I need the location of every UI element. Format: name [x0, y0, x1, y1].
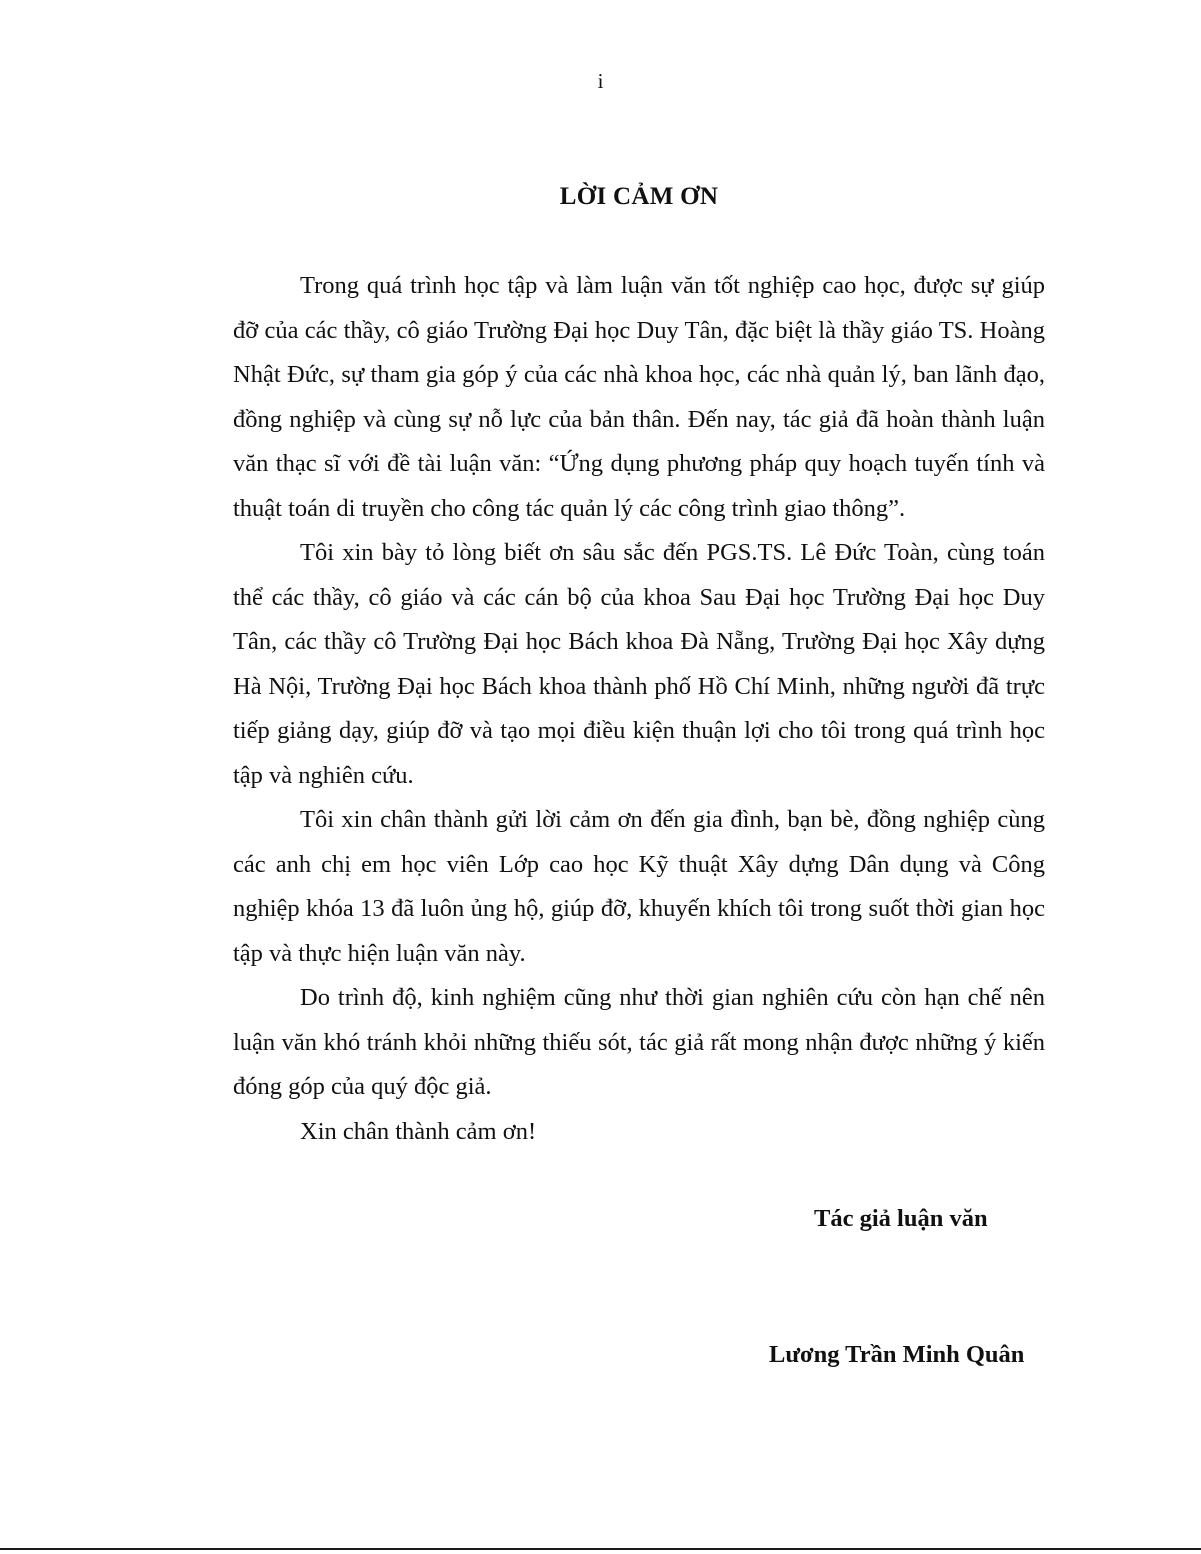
author-name: Lương Trần Minh Quân: [769, 1341, 1025, 1368]
body-text: [233, 264, 1045, 1154]
author-label: Tác giả luận văn: [814, 1205, 988, 1232]
paragraph: Xin chân thành cảm ơn!: [300, 1117, 537, 1145]
paragraph: Tôi xin bày tỏ lòng biết ơn sâu sắc đến PGS.TS. Lê Đức Toàn, cùng toán thể các thầy, cô giáo và các cán bộ của khoa Sau Đại học Trường Đại học Duy Tân, các thầy cô Trường Đại học Bách khoa Đà Nẵng, Trường Đại học Xây dựng Hà Nội, Trường Đại học Bách khoa thành phố Hồ Chí Minh, những người đã trực tiếp giảng dạy, giúp đỡ và tạo mọi điều kiện thuận lợi cho tôi trong quá trình học tập và nghiên cứu.: [233, 539, 1045, 789]
page-number: i: [597, 69, 604, 93]
page-bottom-divider: [0, 1548, 1201, 1550]
paragraph: Trong quá trình học tập và làm luận văn tốt nghiệp cao học, được sự giúp đỡ của các thầy, cô giáo Trường Đại học Duy Tân, đặc biệt là thầy giáo TS. Hoàng Nhật Đức, sự tham gia góp ý của các nhà khoa học, các nhà quản lý, ban lãnh đạo, đồng nghiệp và cùng sự nỗ lực của bản thân. Đến nay, tác giả đã hoàn thành luận văn thạc sĩ với đề tài luận văn: “Ứng dụng phương pháp quy hoạch tuyến tính và thuật toán di truyền cho công tác quản lý các công trình giao thông”.: [233, 272, 1045, 522]
paragraph: Do trình độ, kinh nghiệm cũng như thời gian nghiên cứu còn hạn chế nên luận văn khó tránh khỏi những thiếu sót, tác giả rất mong nhận được những ý kiến đóng góp của quý độc giả.: [233, 984, 1045, 1100]
page-title: LỜI CẢM ƠN: [559, 183, 719, 210]
paragraph: Tôi xin chân thành gửi lời cảm ơn đến gia đình, bạn bè, đồng nghiệp cùng các anh chị em học viên Lớp cao học Kỹ thuật Xây dựng Dân dụng và Công nghiệp khóa 13 đã luôn ủng hộ, giúp đỡ, khuyến khích tôi trong suốt thời gian học tập và thực hiện luận văn này.: [233, 806, 1045, 967]
